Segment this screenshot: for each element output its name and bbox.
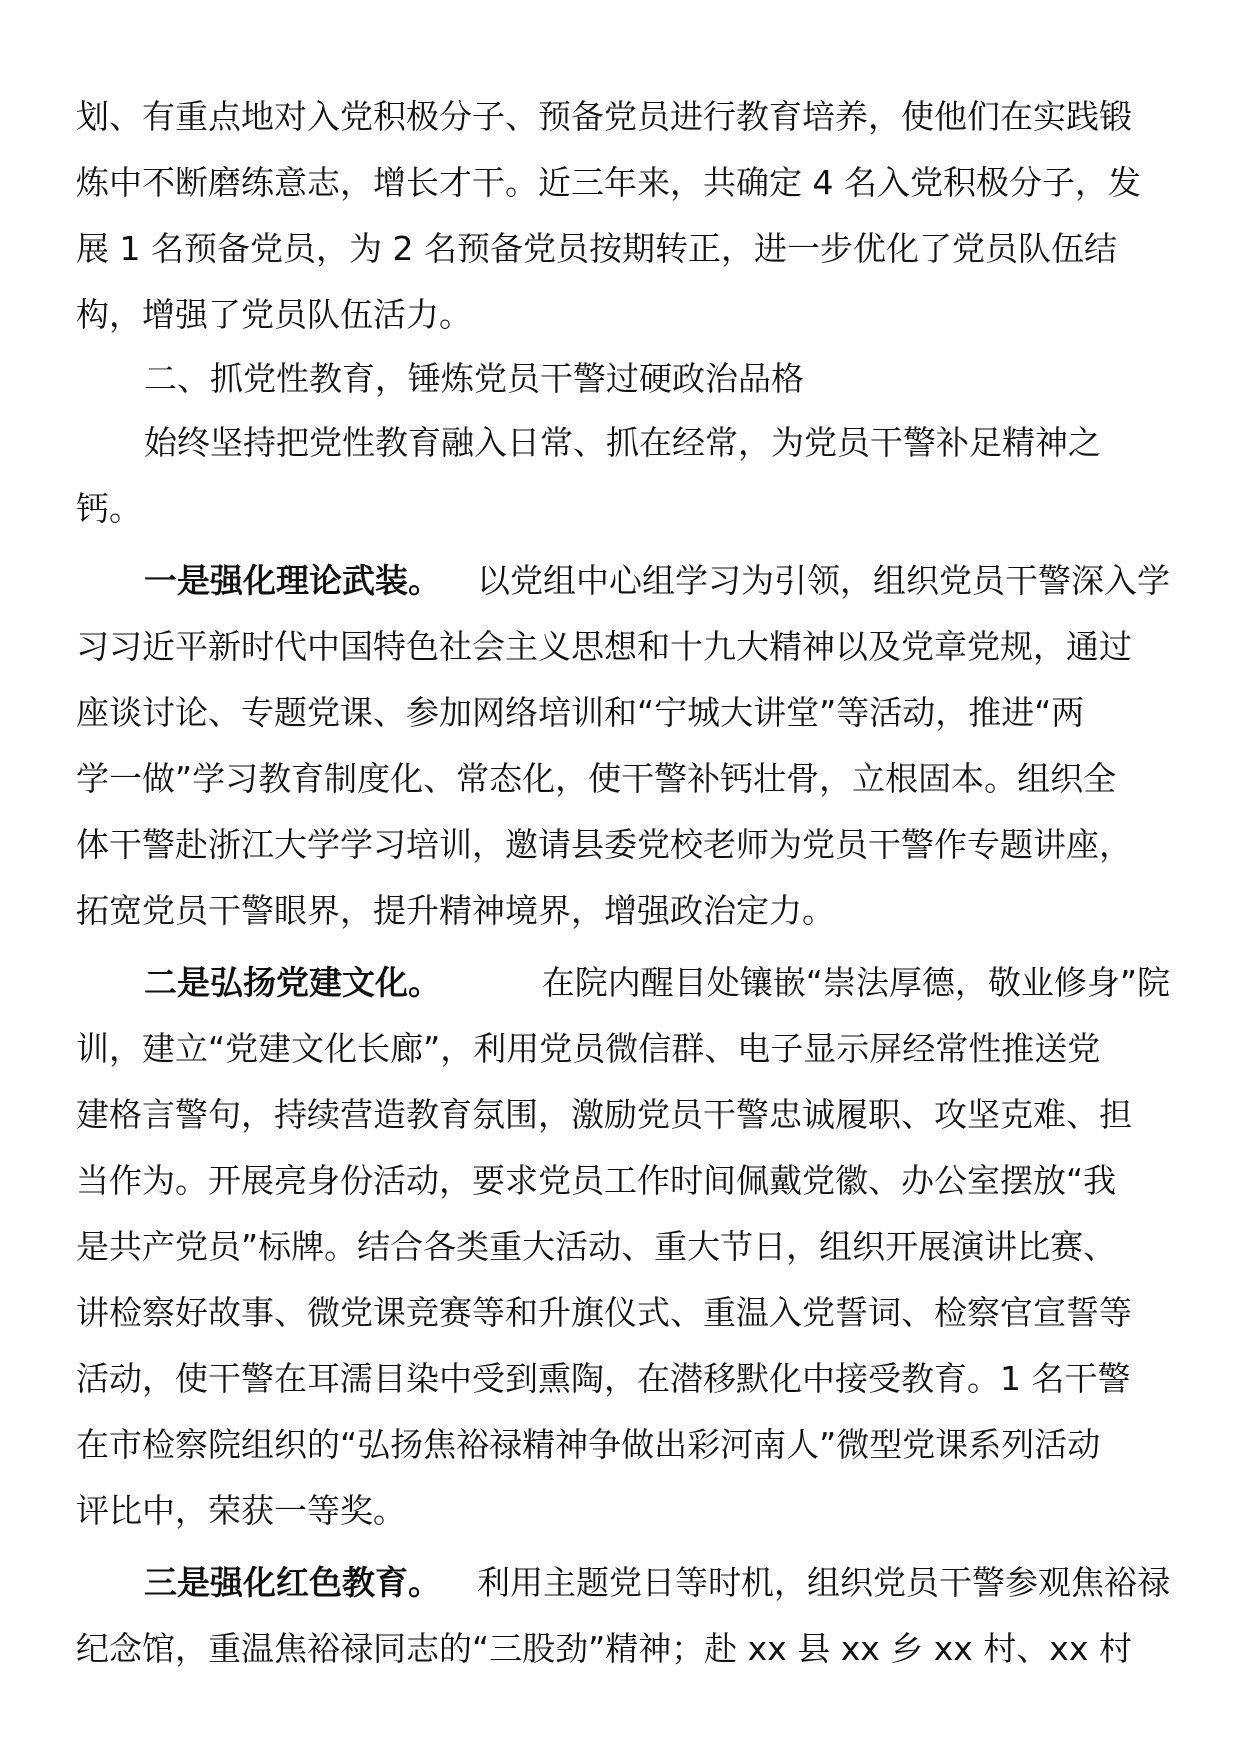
- paragraph-line: 三是强化红色教育。 利用主题党日等时机，组织党员干警参观焦裕禄: [76, 1550, 1170, 1616]
- paragraph-line: 座谈讨论、专题党课、参加网络培训和“宁城大讲堂”等活动，推进“两: [76, 693, 1085, 732]
- paragraph-line: 讲检察好故事、微党课竞赛等和升旗仪式、重温入党誓词、检察官宣誓等: [76, 1293, 1132, 1332]
- paragraph-line: 炼中不断磨练意志，增长才干。近三年来，共确定 4 名入党积极分子，发: [76, 163, 1141, 202]
- paragraph-line: 在市检察院组织的“弘扬焦裕禄精神争做出彩河南人”微型党课系列活动: [76, 1425, 1101, 1464]
- paragraph-line: 当作为。开展亮身份活动，要求党员工作时间佩戴党徽、办公室摆放“我: [76, 1161, 1117, 1200]
- paragraph-line: 划、有重点地对入党积极分子、预备党员进行教育培养，使他们在实践锻: [76, 97, 1132, 136]
- paragraph-party-development: [76, 84, 1170, 348]
- paragraph-line: 习习近平新时代中国特色社会主义思想和十九大精神以及党章党规，通过: [76, 627, 1132, 666]
- item-title: 三是强化红色教育。: [144, 1563, 441, 1602]
- document-page: [76, 84, 1170, 1682]
- paragraph-line: 纪念馆，重温焦裕禄同志的“三股劲”精神；赴 xx 县 xx 乡 xx 村、xx 村: [76, 1629, 1132, 1668]
- paragraph-line: 展 1 名预备党员，为 2 名预备党员按期转正，进一步优化了党员队伍结: [76, 229, 1117, 268]
- paragraph-line: 始终坚持把党性教育融入日常、抓在经常，为党员干警补足精神之: [144, 423, 1101, 462]
- item-title: 一是强化理论武装。: [144, 561, 441, 600]
- paragraph-item-3: [76, 1550, 1170, 1682]
- paragraph-item-2: [76, 950, 1170, 1544]
- paragraph-line: 一是强化理论武装。 以党组中心组学习为引领，组织党员干警深入学: [76, 548, 1170, 614]
- paragraph-line: 评比中，荣获一等奖。: [76, 1491, 406, 1530]
- paragraph-line: 二是弘扬党建文化。 在院内醒目处镶嵌“崇法厚德，敬业修身”院: [76, 950, 1170, 1016]
- paragraph-line: 钙。: [76, 489, 142, 528]
- paragraph-line: 活动，使干警在耳濡目染中受到熏陶，在潜移默化中接受教育。1 名干警: [76, 1359, 1131, 1398]
- paragraph-line: 训，建立“党建文化长廊”，利用党员微信群、电子显示屏经常性推送党: [76, 1029, 1101, 1068]
- item-title: 二是弘扬党建文化。: [144, 963, 441, 1002]
- section-heading: 二、抓党性教育，锤炼党员干警过硬政治品格: [144, 359, 804, 398]
- paragraph-line: 是共产党员”标牌。结合各类重大活动、重大节日，组织开展演讲比赛、: [76, 1227, 1117, 1266]
- paragraph-line: 构，增强了党员队伍活力。: [76, 295, 472, 334]
- paragraph-line: 学一做”学习教育制度化、常态化，使干警补钙壮骨，立根固本。组织全: [76, 759, 1117, 798]
- paragraph-line: 建格言警句，持续营造教育氛围，激励党员干警忠诚履职、攻坚克难、担: [76, 1095, 1132, 1134]
- paragraph-line: 体干警赴浙江大学学习培训，邀请县委党校老师为党员干警作专题讲座，: [76, 825, 1132, 864]
- paragraph-item-1: [76, 548, 1170, 944]
- paragraph-intro: [76, 410, 1170, 542]
- paragraph-line: 拓宽党员干警眼界，提升精神境界，增强政治定力。: [76, 891, 835, 930]
